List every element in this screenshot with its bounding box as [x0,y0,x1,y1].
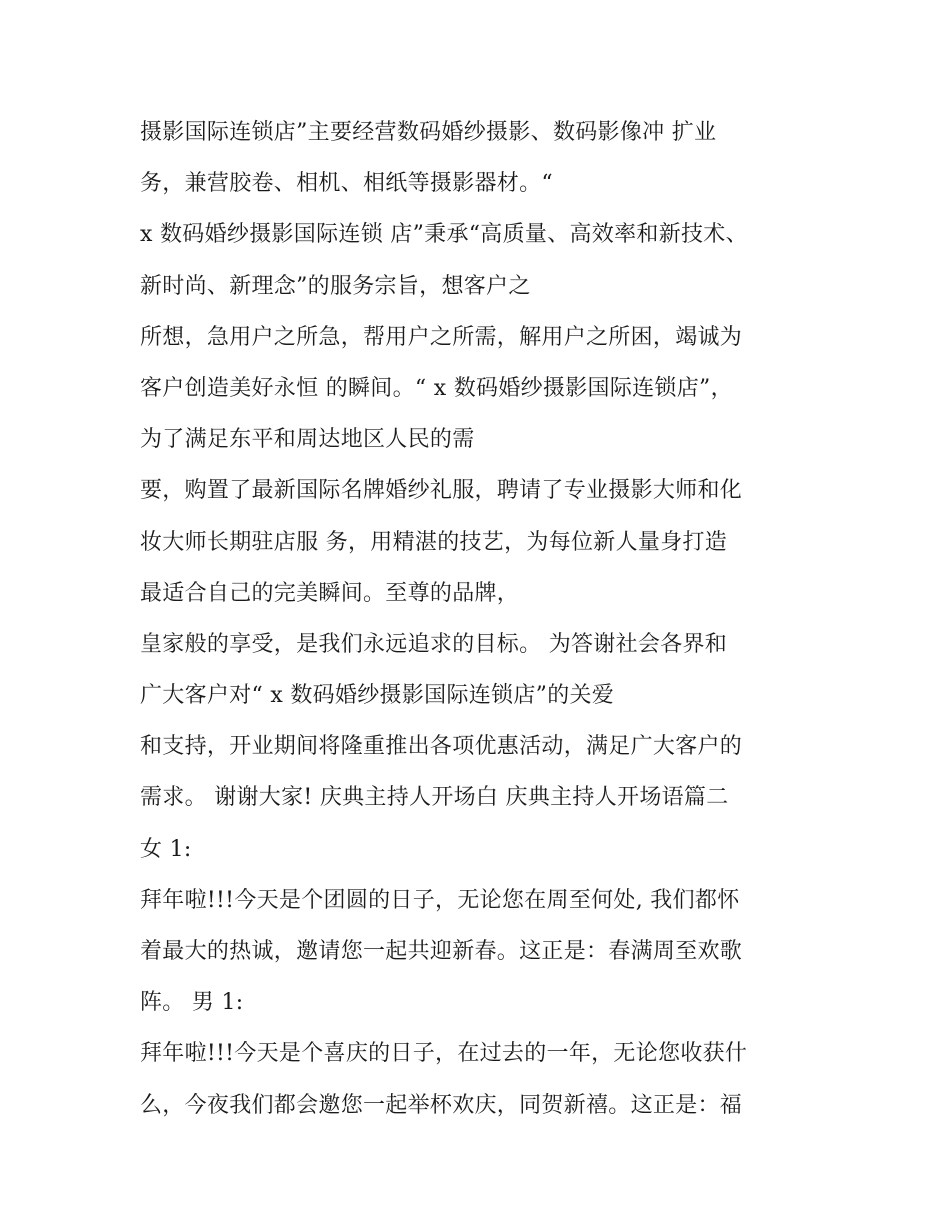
text-line-9: 妆大师长期驻店服 务，用精湛的技艺，为每位新人量身打造 [140,529,728,555]
text-line-16: 拜年啦!!!今天是个团圆的日子，无论您在周至何处, 我们都怀 [140,887,740,913]
text-line-1: 摄影国际连锁店”主要经营数码婚纱摄影、数码影像冲 扩业 [140,120,717,145]
text-line-18: 阵。 男 1: [140,990,244,1016]
text-line-13: 和支持，开业期间将隆重推出各项优惠活动，满足广大客户的 [140,734,743,760]
text-line-11: 皇家般的享受，是我们永远追求的目标。 为答谢社会各界和 [140,631,728,657]
text-line-20: 么，今夜我们都会邀您一起举杯欢庆，同贺新禧。这正是：福 [140,1092,743,1118]
text-line-6: 客户创造美好永恒 的瞬间。“ x 数码婚纱摄影国际连锁店”， [140,375,733,401]
text-line-5: 所想，急用户之所急，帮用户之所需，解用户之所困，竭诚为 [140,324,743,350]
text-line-2: 务，兼营胶卷、相机、相纸等摄影器材。“ [140,171,553,197]
text-line-12: 广大客户对“ x 数码婚纱摄影国际连锁店”的关爱 [140,683,615,709]
text-line-7: 为了满足东平和周达地区人民的需 [140,427,475,453]
text-line-4: 新时尚、新理念”的服务宗旨，想客户之 [140,273,531,299]
document-body [140,107,830,1131]
text-line-19: 拜年啦!!!今天是个喜庆的日子，在过去的一年，无论您收获什 [140,1041,748,1067]
text-line-3: x 数码婚纱摄影国际连锁 店”秉承“高质量、高效率和新技术、 [140,222,748,248]
text-line-10: 最适合自己的完美瞬间。至尊的品牌， [140,580,520,606]
text-line-8: 要，购置了最新国际名牌婚纱礼服，聘请了专业摄影大师和化 [140,478,743,504]
text-line-14: 需求。 谢谢大家! 庆典主持人开场白 庆典主持人开场语篇二 [140,785,729,811]
text-line-17: 着最大的热诚，邀请您一起共迎新春。这正是：春满周至欢歌 [140,939,743,964]
text-line-15: 女 1: [140,836,192,862]
